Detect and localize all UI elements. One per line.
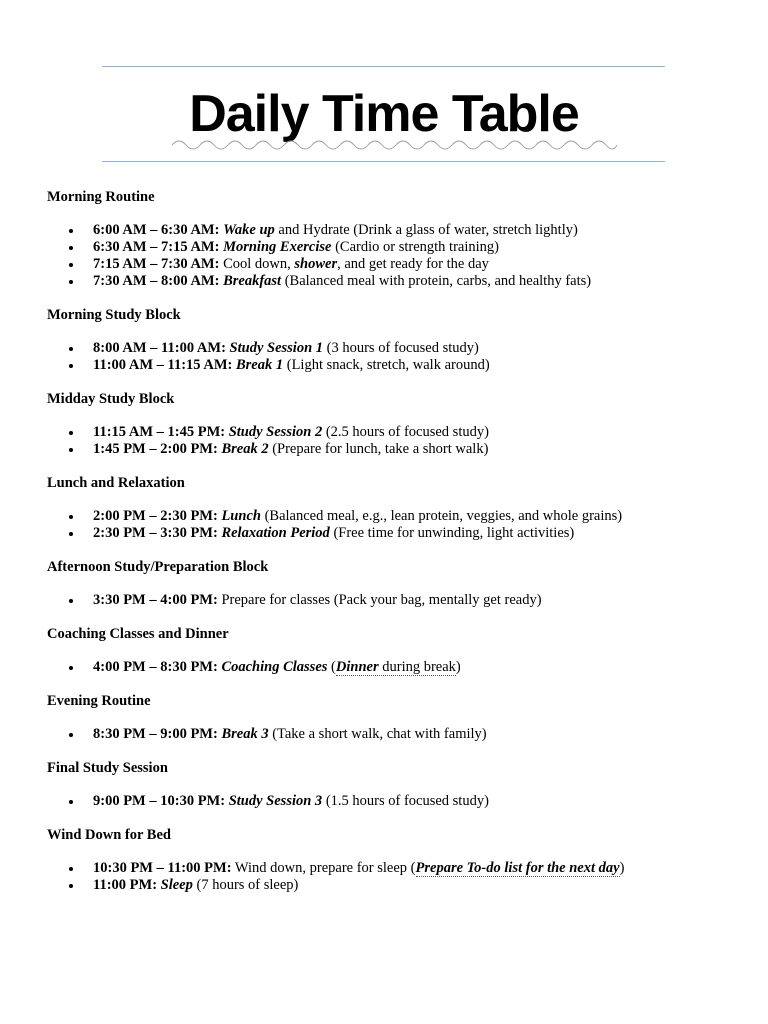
section-heading: Midday Study Block (47, 391, 175, 407)
activity-note: (7 hours of sleep) (192, 877, 299, 893)
time-range: 4:00 PM – 8:30 PM: (93, 659, 218, 675)
section-morning-routine (47, 188, 747, 290)
activity-name: Dinner (335, 659, 379, 675)
schedule-list (47, 793, 747, 810)
list-item (93, 592, 747, 609)
list-item (93, 508, 747, 525)
time-range: 8:00 AM – 11:00 AM: (93, 340, 226, 356)
activity-note: , and get ready for the day (337, 256, 489, 272)
activity-name: Coaching Classes (221, 659, 328, 675)
section-heading: Coaching Classes and Dinner (47, 626, 229, 642)
list-item (93, 239, 747, 256)
section-coaching-and-dinner (47, 625, 747, 676)
section-heading: Afternoon Study/Preparation Block (47, 559, 269, 575)
time-range: 10:30 PM – 11:00 PM: (93, 860, 232, 876)
activity-note: (Cardio or strength training) (331, 239, 499, 255)
list-item (93, 793, 747, 810)
list-item (93, 256, 747, 273)
time-range: 11:15 AM – 1:45 PM: (93, 424, 226, 440)
activity-note: and Hydrate (Drink a glass of water, stretch lightly) (274, 222, 578, 238)
schedule-list (47, 592, 747, 609)
schedule-list (47, 508, 747, 542)
activity-note: (2.5 hours of focused study) (322, 424, 489, 440)
schedule-list (47, 222, 747, 290)
activity-note: (Free time for unwinding, light activities) (329, 525, 575, 541)
time-range: 8:30 PM – 9:00 PM: (93, 726, 218, 742)
section-heading: Morning Study Block (47, 307, 181, 323)
section-afternoon-study-preparation (47, 558, 747, 609)
list-item (93, 424, 747, 441)
activity-name: Lunch (221, 508, 261, 524)
activity-prefix: Prepare for classes (Pack your bag, mentally get ready) (221, 592, 542, 608)
section-heading: Final Study Session (47, 760, 168, 776)
activity-note-close: ) (455, 659, 461, 675)
list-item (93, 525, 747, 542)
list-item (93, 222, 747, 239)
activity-note: (Take a short walk, chat with family) (268, 726, 487, 742)
activity-name: Study Session 1 (229, 340, 324, 356)
schedule-list (47, 860, 747, 894)
list-item (93, 340, 747, 357)
time-range: 1:45 PM – 2:00 PM: (93, 441, 218, 457)
activity-name: Break 2 (221, 441, 269, 457)
section-heading: Evening Routine (47, 693, 151, 709)
list-item (93, 357, 747, 374)
activity-name: Break 3 (221, 726, 269, 742)
section-heading: Lunch and Relaxation (47, 475, 185, 491)
activity-name: Breakfast (223, 273, 282, 289)
list-item (93, 877, 747, 894)
bottom-rule (102, 161, 665, 162)
section-heading: Wind Down for Bed (47, 827, 171, 843)
activity-prefix: Cool down, (223, 256, 295, 272)
time-range: 6:00 AM – 6:30 AM: (93, 222, 220, 238)
list-item (93, 273, 747, 290)
time-range: 11:00 PM: (93, 877, 158, 893)
activity-name: Morning Exercise (223, 239, 332, 255)
activity-name: Prepare To-do list for the next day (415, 860, 620, 876)
list-item (93, 726, 747, 743)
activity-note: ) (619, 860, 625, 876)
section-wind-down-for-bed (47, 826, 747, 894)
activity-note: (3 hours of focused study) (323, 340, 479, 356)
section-evening-routine (47, 692, 747, 743)
time-range: 7:15 AM – 7:30 AM: (93, 256, 220, 272)
activity-name: Break 1 (235, 357, 284, 373)
list-item (93, 860, 747, 877)
schedule-content (47, 188, 747, 910)
time-range: 3:30 PM – 4:00 PM: (93, 592, 218, 608)
time-range: 2:30 PM – 3:30 PM: (93, 525, 218, 541)
activity-name: Relaxation Period (221, 525, 330, 541)
schedule-list (47, 424, 747, 458)
schedule-list (47, 659, 747, 676)
time-range: 9:00 PM – 10:30 PM: (93, 793, 226, 809)
activity-prefix: Wind down, prepare for sleep ( (234, 860, 416, 876)
list-item (93, 659, 747, 676)
activity-note: (Balanced meal, e.g., lean protein, veggies, and whole grains) (260, 508, 623, 524)
time-range: 6:30 AM – 7:15 AM: (93, 239, 220, 255)
schedule-list (47, 726, 747, 743)
list-item (93, 441, 747, 458)
activity-note: ( (327, 659, 336, 675)
time-range: 7:30 AM – 8:00 AM: (93, 273, 220, 289)
activity-note: (Prepare for lunch, take a short walk) (268, 441, 489, 457)
dinner-note (336, 659, 456, 676)
top-rule (102, 66, 665, 67)
section-final-study-session (47, 759, 747, 810)
title-wave-decoration (172, 136, 617, 152)
section-lunch-and-relaxation (47, 474, 747, 542)
section-midday-study-block (47, 390, 747, 458)
activity-note: (1.5 hours of focused study) (322, 793, 489, 809)
activity-name: Sleep (160, 877, 193, 893)
activity-name: Study Session 2 (228, 424, 323, 440)
section-morning-study-block (47, 306, 747, 374)
activity-note: (Balanced meal with protein, carbs, and healthy fats) (281, 273, 592, 289)
activity-name: Study Session 3 (228, 793, 323, 809)
section-heading: Morning Routine (47, 189, 155, 205)
activity-note: during break (378, 659, 456, 675)
activity-name: shower (294, 256, 338, 272)
time-range: 11:00 AM – 11:15 AM: (93, 357, 233, 373)
page-title: Daily Time Table (189, 85, 579, 143)
time-range: 2:00 PM – 2:30 PM: (93, 508, 218, 524)
activity-note: (Light snack, stretch, walk around) (283, 357, 490, 373)
activity-name: Wake up (223, 222, 275, 238)
schedule-list (47, 340, 747, 374)
